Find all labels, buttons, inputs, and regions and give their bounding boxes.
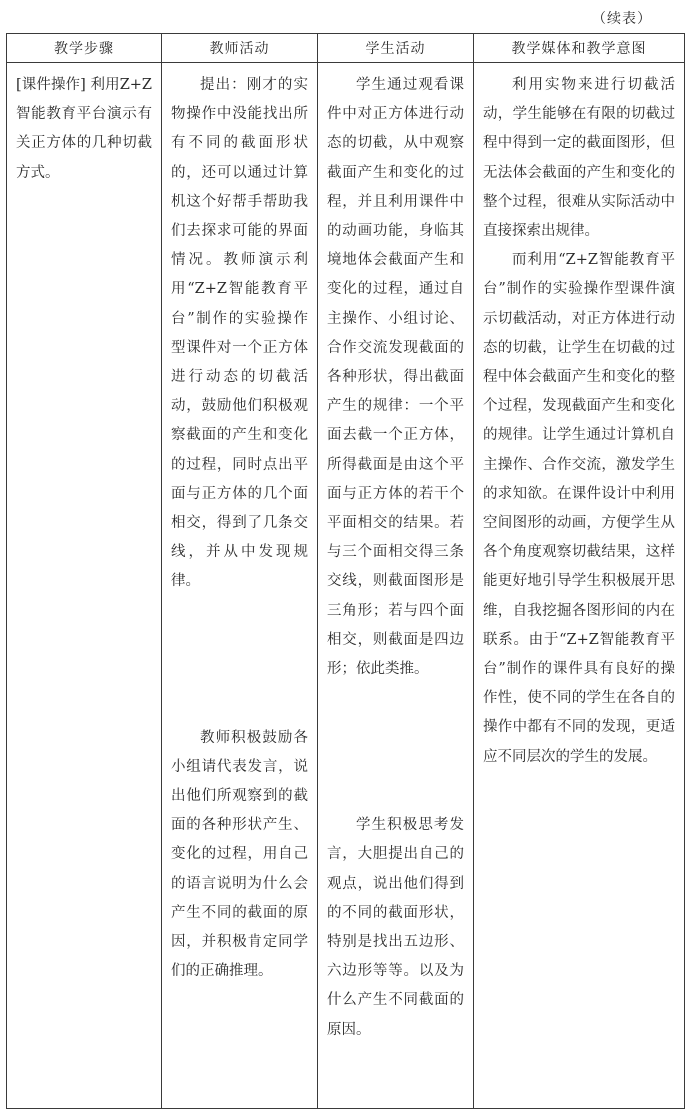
- continued-table-label: （续表）: [592, 11, 652, 27]
- step-text: [课件操作] 利用Z+Z智能教育平台演示有关正方体的几种切截方式。: [16, 77, 152, 181]
- header-teaching-steps: 教学步骤: [7, 34, 162, 63]
- lesson-plan-table: [6, 33, 685, 1109]
- student-activity-text-1: 学生通过观看课件中对正方体进行动态的切截，从中观察截面产生和变化的过程，并且利用课件中的动画功能，身临其境地体会截面产生和变化的过程，通过自主操作、小组讨论、合作交流发现截面的各种形状，得出截面产生的规律：一个平面去截一个正方体，所得截面是由这个平面与正方体的若干个平面相交的结果。若与三个面相交得三条交线，则截面图形是三角形；若与四个面相交，则截面是四边形；依此类推。: [327, 77, 464, 678]
- teacher-activity-text-1: 提出：刚才的实物操作中没能找出所有不同的截面形状的，还可以通过计算机这个好帮手帮助我们去探求可能的界面情况。教师演示利用“Z+Z智能教育平台”制作的实验操作型课件对一个正方体进行动态的切截活动，鼓励他们积极观察截面的产生和变化的过程，同时点出平面与正方体的几个面相交，得到了几条交线，并从中发现规律。: [171, 77, 308, 590]
- student-activity-text-2: 学生积极思考发言，大胆提出自己的观点，说出他们得到的不同的截面形状，特别是找出五边形、六边形等等。以及为什么产生不同截面的原因。: [327, 817, 464, 1038]
- header-student-activity: 学生活动: [318, 34, 474, 63]
- table-header-row: [7, 34, 685, 63]
- media-intent-text-2: 而利用“Z+Z智能教育平台”制作的实验操作型课件演示切截活动，对正方体进行动态的切截，让学生在切截的过程中体会截面产生和变化的整个过程，发现截面产生和变化的规律。让学生通过计算机自主操作、合作交流，激发学生的求知欲。在课件设计中利用空间图形的动画，方便学生从各个角度观察切截结果，这样能更好地引导学生积极展开思维，自我挖掘各图形间的内在联系。由于“Z+Z智能教育平台”制作的课件具有良好的操作性，使不同的学生在各自的操作中都有不同的发现，更适应不同层次的学生的发展。: [483, 252, 675, 765]
- media-intent-text-1: 利用实物来进行切截活动，学生能够在有限的切截过程中得到一定的截面图形，但无法体会截面的产生和变化的整个过程，很难从实际活动中直接探索出规律。: [483, 77, 675, 240]
- cell-student-activity: [318, 63, 474, 1109]
- teacher-activity-text-2: 教师积极鼓励各小组请代表发言，说出他们所观察到的截面的各种形状产生、变化的过程，用自己的语言说明为什么会产生不同的截面的原因，并积极肯定同学们的正确推理。: [171, 729, 308, 980]
- header-media-intent: 教学媒体和教学意图: [474, 34, 685, 63]
- header-teacher-activity: 教师活动: [162, 34, 318, 63]
- table-row: [7, 63, 685, 1109]
- cell-media-intent: [474, 63, 685, 1109]
- cell-teacher-activity: [162, 63, 318, 1109]
- cell-teaching-step: [7, 63, 162, 1109]
